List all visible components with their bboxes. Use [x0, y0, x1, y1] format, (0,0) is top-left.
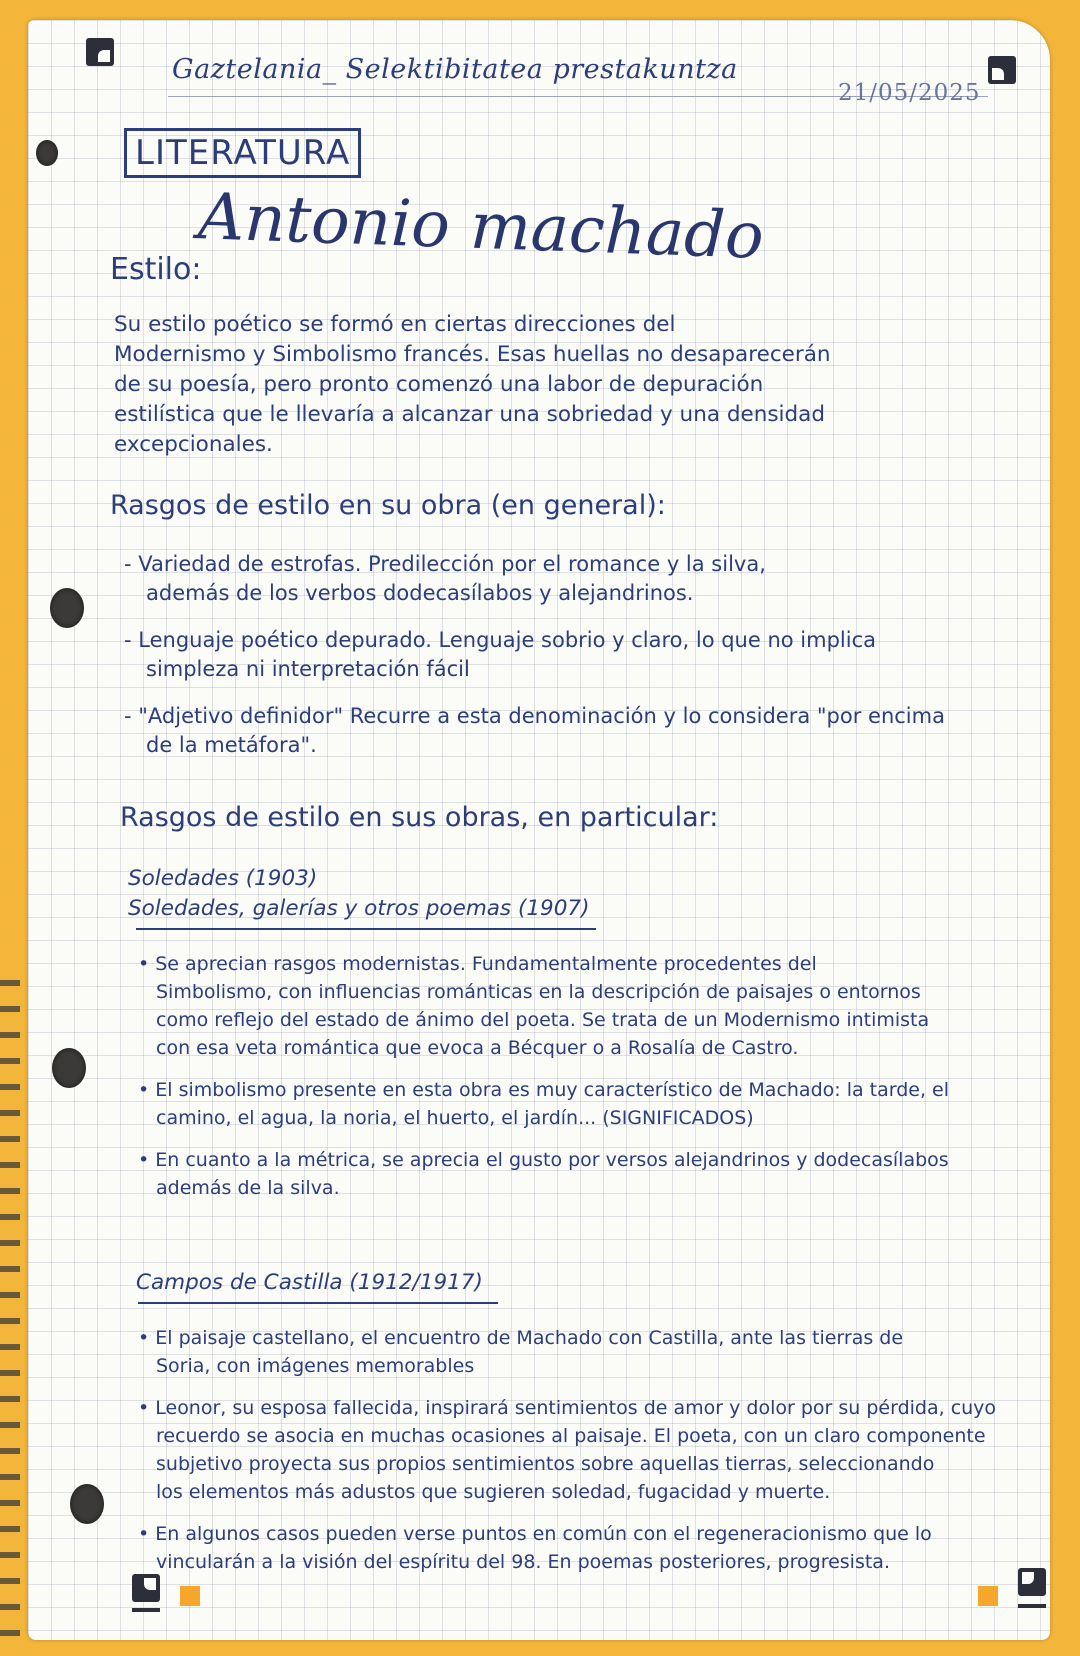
estilo-line: estilística que le llevaría a alcanzar una sobriedad y una densidad — [114, 402, 825, 427]
list-item-line: Simbolismo, con influencias románticas en la descripción de paisajes o entornos — [156, 981, 921, 1003]
list-item — [138, 1146, 1038, 1202]
list-item — [138, 1520, 1038, 1576]
corner-mark-icon — [86, 38, 114, 66]
list-item-line: además de la silva. — [156, 1177, 340, 1199]
list-item — [138, 1394, 1038, 1506]
estilo-line: Modernismo y Simbolismo francés. Esas huellas no desaparecerán — [114, 342, 831, 367]
list-item — [124, 702, 1014, 760]
orange-square — [180, 1586, 200, 1606]
list-item-line: vincularán a la visión del espíritu del 98. En poemas posteriores, progresista. — [156, 1551, 890, 1573]
corner-mark-icon — [988, 56, 1016, 84]
notebook-page — [28, 20, 1050, 1640]
list-item-line: los elementos más adustos que sugieren soledad, fugacidad y muerte. — [156, 1481, 831, 1503]
header-date: 21/05/2025 — [838, 80, 981, 106]
list-item — [124, 550, 1014, 608]
header-title: Gaztelania_ Selektibitatea prestakuntza — [172, 54, 738, 85]
list-item-line: como reflejo del estado de ánimo del poeta. Se trata de un Modernismo intimista — [156, 1009, 930, 1031]
binder-hole — [36, 140, 58, 166]
list-item — [138, 950, 1038, 1062]
list-item-line: de la metáfora". — [146, 733, 317, 757]
binder-hole — [50, 588, 84, 628]
orange-square — [978, 1586, 998, 1606]
list-item-line: simpleza ni interpretación fácil — [146, 657, 470, 681]
list-item-line: camino, el agua, la noria, el huerto, el jardín... (SIGNIFICADOS) — [156, 1107, 754, 1129]
corner-dash — [1018, 1604, 1046, 1608]
rasgos-general-list — [124, 550, 1014, 760]
work-title: Soledades, galerías y otros poemas (1907) — [128, 896, 590, 921]
list-item-line: - Lenguaje poético depurado. Lenguaje sobrio y claro, lo que no implica — [124, 628, 877, 652]
work-title-underline — [138, 1302, 498, 1304]
list-item-line: • Se aprecian rasgos modernistas. Fundamentalmente procedentes del — [138, 953, 817, 975]
list-item — [138, 1076, 1038, 1132]
estilo-line: Su estilo poético se formó en ciertas direcciones del — [114, 312, 676, 337]
corner-dash — [132, 1608, 160, 1612]
corner-mark-icon — [132, 1574, 160, 1602]
page-title: Antonio machado — [196, 180, 765, 274]
rasgos-particular-heading: Rasgos de estilo en sus obras, en particular: — [120, 802, 719, 833]
estilo-label: Estilo: — [110, 252, 202, 287]
list-item — [124, 626, 1014, 684]
list-item-line: subjetivo proyecta sus propios sentimientos sobre aquellas tierras, seleccionando — [156, 1453, 935, 1475]
estilo-paragraph — [114, 310, 994, 460]
list-item-line: además de los verbos dodecasílabos y alejandrinos. — [146, 581, 694, 605]
list-item-line: - Variedad de estrofas. Predilección por el romance y la silva, — [124, 552, 766, 576]
work-title: Campos de Castilla (1912/1917) — [136, 1270, 483, 1295]
work-title-underline — [136, 928, 596, 930]
list-item-line: • En cuanto a la métrica, se aprecia el gusto por versos alejandrinos y dodecasílabos — [138, 1149, 949, 1171]
campos-list — [138, 1324, 1038, 1576]
list-item-line: - "Adjetivo definidor" Recurre a esta denominación y lo considera "por encima — [124, 704, 945, 728]
list-item — [138, 1324, 1038, 1380]
list-item-line: • En algunos casos pueden verse puntos en común con el regeneracionismo que lo — [138, 1523, 932, 1545]
soledades-list — [138, 950, 1038, 1202]
estilo-line: de su poesía, pero pronto comenzó una labor de depuración — [114, 372, 764, 397]
rasgos-general-heading: Rasgos de estilo en su obra (en general): — [110, 490, 666, 521]
binder-hole — [52, 1048, 86, 1088]
list-item-line: con esa veta romántica que evoca a Bécquer o a Rosalía de Castro. — [156, 1037, 799, 1059]
list-item-line: • El paisaje castellano, el encuentro de Machado con Castilla, ante las tierras de — [138, 1327, 904, 1349]
spiral-binding — [0, 980, 20, 1656]
estilo-line: excepcionales. — [114, 432, 273, 457]
list-item-line: • El simbolismo presente en esta obra es muy característico de Machado: la tarde, el — [138, 1079, 950, 1101]
list-item-line: • Leonor, su esposa fallecida, inspirará sentimientos de amor y dolor por su pérdida, cuyo — [138, 1397, 997, 1419]
section-box: LITERATURA — [124, 128, 361, 178]
binder-hole — [70, 1484, 104, 1524]
list-item-line: Soria, con imágenes memorables — [156, 1355, 475, 1377]
work-title: Soledades (1903) — [128, 866, 318, 891]
list-item-line: recuerdo se asocia en muchas ocasiones al paisaje. El poeta, con un claro componente — [156, 1425, 986, 1447]
